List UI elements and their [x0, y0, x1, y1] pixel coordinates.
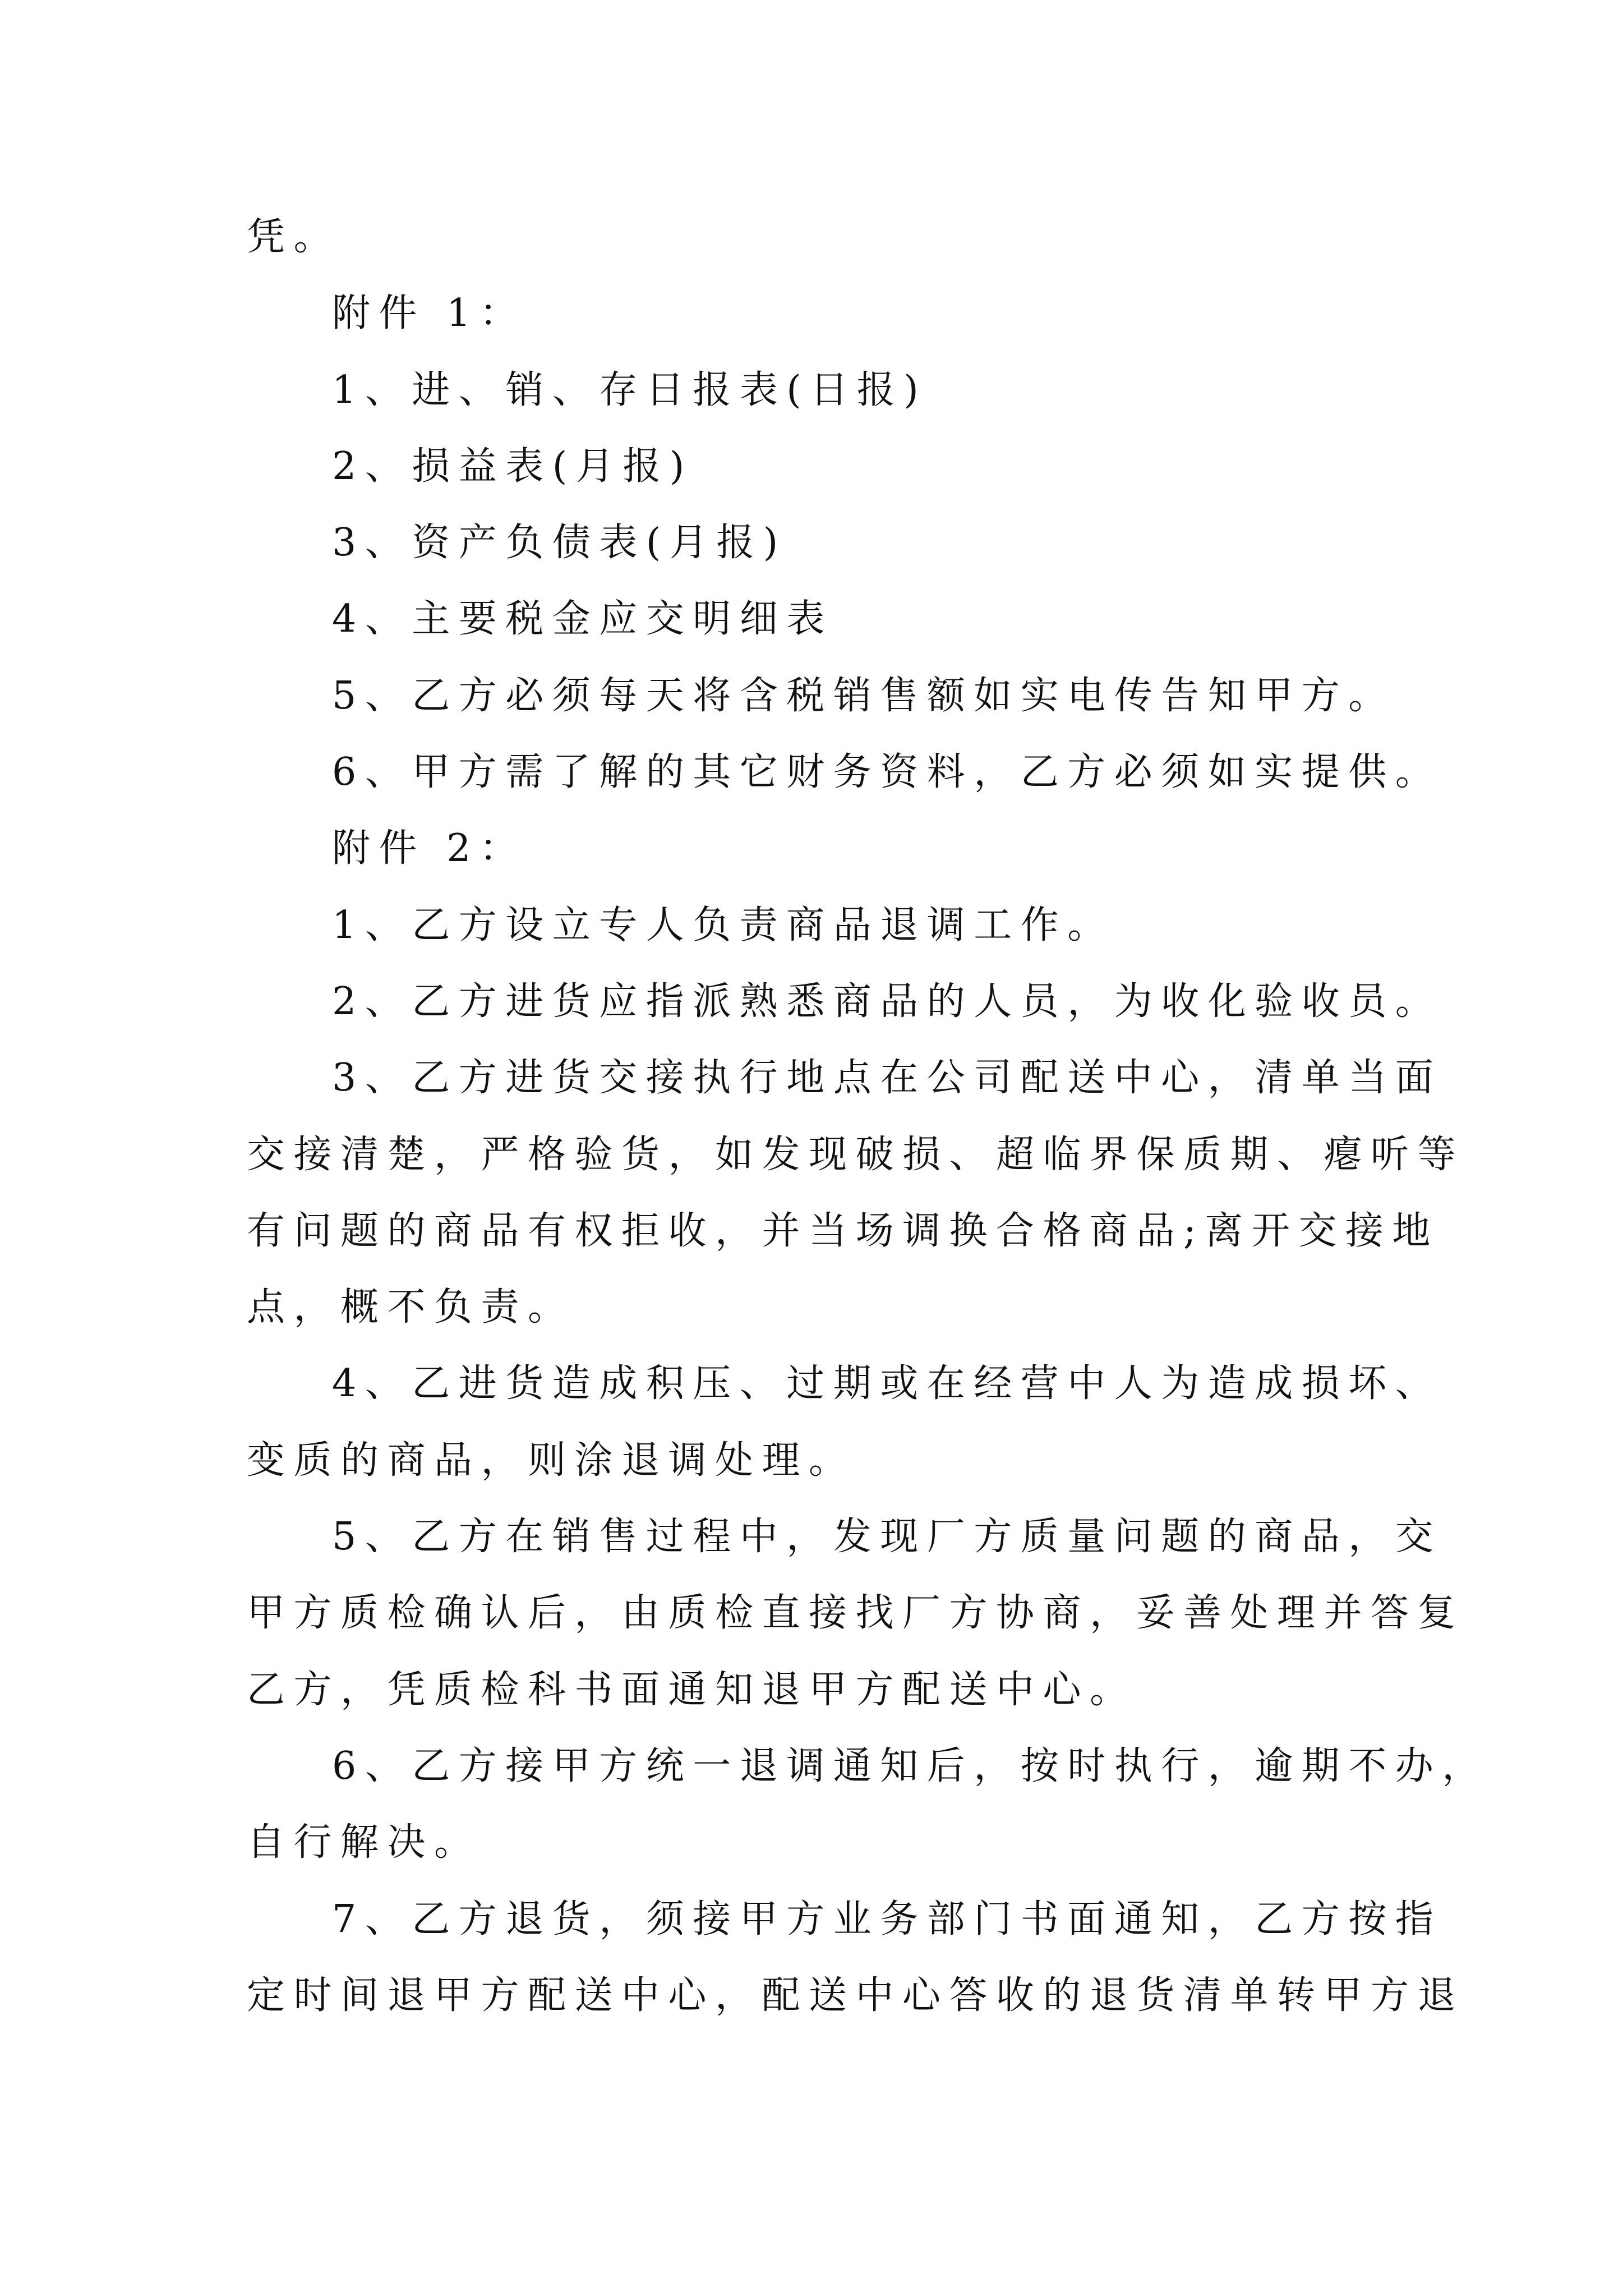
list-item: 5、乙方在销售过程中，发现厂方质量问题的商品，交 — [332, 1515, 1442, 1559]
text-line: 乙方，凭质检科书面通知退甲方配送中心。 — [247, 1667, 1137, 1712]
list-item: 6、甲方需了解的其它财务资料，乙方必须如实提供。 — [332, 750, 1442, 795]
text-line: 定时间退甲方配送中心，配送中心答收的退货清单转甲方退 — [247, 1973, 1465, 2018]
attachment-1-heading: 附件 1： — [332, 291, 527, 336]
list-item: 5、乙方必须每天将含税销售额如实电传告知甲方。 — [332, 673, 1395, 718]
text-line: 点，概不负责。 — [247, 1285, 575, 1330]
text-line: 有问题的商品有权拒收，并当场调换合格商品;离开交接地 — [247, 1208, 1439, 1253]
list-item: 2、损益表(月报) — [332, 444, 693, 489]
text-line: 自行解决。 — [247, 1820, 481, 1865]
text-line: 变质的商品，则涂退调处理。 — [247, 1438, 856, 1483]
list-item: 3、乙方进货交接执行地点在公司配送中心，清单当面 — [332, 1056, 1442, 1101]
text-line: 甲方质检确认后，由质检直接找厂方协商，妥善处理并答复 — [247, 1591, 1465, 1636]
list-item: 6、乙方接甲方统一退调通知后，按时执行，逾期不办， — [332, 1743, 1489, 1788]
text-line: 交接清楚，严格验货，如发现破损、超临界保质期、瘪听等 — [247, 1132, 1465, 1177]
list-item: 4、乙进货造成积压、过期或在经营中人为造成损坏、 — [332, 1361, 1442, 1406]
list-item: 7、乙方退货，须接甲方业务部门书面通知，乙方按指 — [332, 1897, 1442, 1941]
list-item: 1、进、销、存日报表(日报) — [332, 367, 928, 412]
attachment-2-heading: 附件 2： — [332, 826, 527, 871]
list-item: 4、主要税金应交明细表 — [332, 597, 833, 642]
document-body — [247, 199, 1489, 2034]
list-item: 1、乙方设立专人负责商品退调工作。 — [332, 903, 1114, 947]
list-item: 2、乙方进货应指派熟悉商品的人员，为收化验收员。 — [332, 979, 1442, 1024]
text-line: 凭。 — [247, 215, 341, 259]
list-item: 3、资产负债表(月报) — [332, 521, 787, 565]
